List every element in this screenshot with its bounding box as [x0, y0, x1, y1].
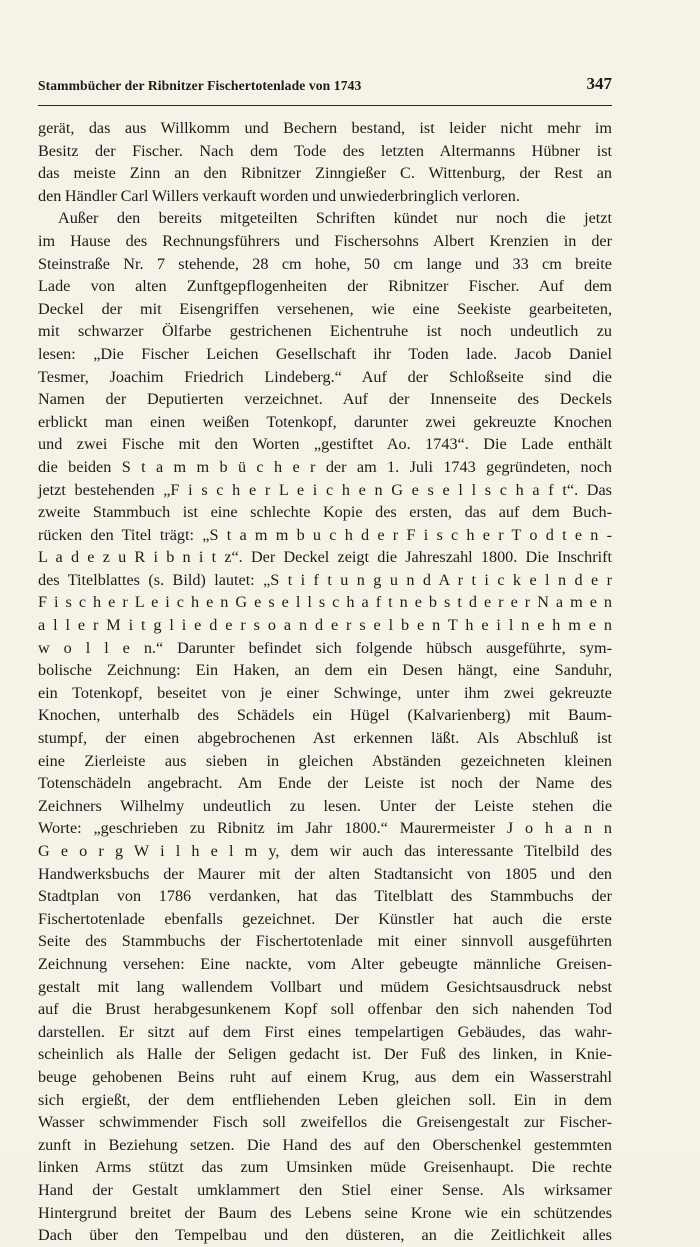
text-line: Fischertotenlade ebenfalls gezeichnet. Der Künstler hat auch die erste	[38, 909, 612, 928]
text-line: Hintergrund breitet der Baum des Lebens seine Krone wie ein schützendes	[38, 1203, 612, 1222]
text-line: F i s c h e r L e i c h e n G e s e l l s c h a f t n e b s t d e r e r N a m e n	[38, 593, 612, 612]
text-line: Handwerksbuchs der Maurer mit der alten Stadtansicht von 1805 und den	[38, 864, 612, 883]
text-line: gerät, das aus Willkomm und Bechern bestand, ist leider nicht mehr im	[38, 119, 612, 137]
text-line: Seite des Stammbuchs der Fischertotenlade mit einer sinnvoll ausgeführten	[38, 932, 612, 951]
text-line: zweite Stammbuch ist eine schlechte Kopie des ersten, das auf dem Buch-	[38, 503, 612, 522]
text-line: lesen: „Die Fischer Leichen Gesellschaft ihr Toden lade. Jacob Daniel	[38, 344, 612, 363]
text-line: die beiden S t a m m b ü c h e r der am 1. Juli 1743 gegründeten, noch	[38, 457, 612, 476]
text-line: Lade von alten Zunftgepflogenheiten der Ribnitzer Fischer. Auf dem	[38, 277, 612, 296]
text-line: G e o r g W i l h e l m y, dem wir auch das interessante Titelbild des	[38, 842, 612, 860]
text-line: mit schwarzer Ölfarbe gestrichenen Eichentruhe ist noch undeutlich zu	[38, 322, 612, 341]
text-line: erblickt man einen weißen Totenkopf, darunter zwei gekreuzte Knochen	[38, 412, 612, 431]
text-line: das meiste Zinn an den Ribnitzer Zinngießer C. Wittenburg, der Rest an	[38, 164, 612, 183]
text-line: gestalt mit lang wallendem Vollbart und müdem Gesichtsausdruck nebst	[38, 977, 612, 996]
text-line: Knochen, unterhalb des Schädels ein Hügel (Kalvarienberg) mit Baum-	[38, 706, 612, 725]
text-line: Zeichnung versehen: Eine nackte, vom Alter gebeugte männliche Greisen-	[38, 954, 612, 973]
running-title: Stammbücher der Ribnitzer Fischertotenlade von 1743	[38, 78, 362, 93]
text-line: des Titelblattes (s. Bild) lautet: „S t i f t u n g u n d A r t i c k e l n d e r	[38, 570, 612, 589]
text-line: bolische Zeichnung: Ein Haken, an dem ein Desen hängt, eine Sanduhr,	[38, 661, 612, 680]
text-line: stumpf, der einen abgebrochenen Ast erkennen läßt. Als Abschluß ist	[38, 729, 612, 748]
text-line: sich ergießt, der dem entfliehenden Leben gleichen soll. Ein in dem	[38, 1090, 612, 1109]
text-line: beuge gehobenen Beins ruht auf einem Krug, aus dem ein Wasserstrahl	[38, 1067, 612, 1086]
text-line: den Händler Carl Willers verkauft worden und unwiederbringlich verloren.	[38, 186, 520, 205]
text-line: auf die Brust herabgesunkenem Kopf soll offenbar den sich nahenden Tod	[38, 1000, 612, 1019]
text-line: Hand der Gestalt umklammert den Stiel einer Sense. Als wirksamer	[38, 1180, 612, 1199]
text-line: rücken den Titel trägt: „S t a m m b u c h d e r F i s c h e r T o d t e n -	[38, 525, 612, 544]
text-line: zunft in Beziehung setzen. Die Hand des auf den Oberschenkel gestemmten	[38, 1135, 612, 1154]
text-line: Steinstraße Nr. 7 stehende, 28 cm hohe, 50 cm lange und 33 cm breite	[38, 254, 612, 273]
header-rule	[38, 105, 612, 106]
text-line: Zeichners Wilhelmy undeutlich zu lesen. Unter der Leiste stehen die	[38, 796, 612, 815]
text-line: Totenschädeln angebracht. Am Ende der Leiste ist noch der Name des	[38, 774, 612, 793]
text-line: Außer den bereits mitgeteilten Schriften kündet nur noch die jetzt	[58, 209, 612, 228]
text-line: scheinlich als Halle der Seligen gedacht ist. Der Fuß des linken, in Knie-	[38, 1045, 612, 1064]
text-line: darstellen. Er sitzt auf dem First eines tempelartigen Gebäudes, das wahr-	[38, 1022, 612, 1041]
text-line: ein Totenkopf, beseitet von je einer Schwinge, unter ihm zwei gekreuzte	[38, 683, 612, 702]
page-header	[38, 74, 612, 100]
text-line: eine Zierleiste aus sieben in gleichen Abständen gezeichneten kleinen	[38, 751, 612, 770]
text-line: Dach über den Tempelbau und den düsteren, an die Zeitlichkeit alles	[38, 1226, 612, 1245]
text-line: w o l l e n.“ Darunter befindet sich folgende hübsch ausgeführte, sym-	[38, 638, 612, 657]
body-text	[38, 117, 612, 1247]
text-line: linken Arms stützt das zum Umsinken müde Greisenhaupt. Die rechte	[38, 1158, 612, 1177]
text-line: Deckel der mit Eisengriffen versehenen, wie eine Seekiste gearbeiteten,	[38, 299, 612, 318]
text-line: a l l e r M i t g l i e d e r s o a n d e r s e l b e n T h e i l n e h m e n	[38, 616, 612, 635]
text-line: Stadtplan von 1786 verdanken, hat das Titelblatt des Stammbuchs der	[38, 887, 612, 906]
page-number: 347	[586, 74, 612, 93]
text-line: und zwei Fische mit den Worten „gestiftet Ao. 1743“. Die Lade enthält	[38, 435, 612, 454]
text-line: im Hause des Rechnungsführers und Fischersohns Albert Krenzien in der	[38, 231, 612, 250]
text-line: Worte: „geschrieben zu Ribnitz im Jahr 1800.“ Maurermeister J o h a n n	[38, 819, 612, 838]
text-line: jetzt bestehenden „F i s c h e r L e i c h e n G e s e l l s c h a f t“. Das	[38, 480, 612, 499]
text-line: Wasser schwimmender Fisch soll zweifellos die Greisengestalt zur Fischer-	[38, 1113, 612, 1132]
text-line: Besitz der Fischer. Nach dem Tode des letzten Altermanns Hübner ist	[38, 141, 612, 160]
text-line: Tesmer, Joachim Friedrich Lindeberg.“ Auf der Schloßseite sind die	[38, 367, 612, 386]
text-line: L a d e z u R i b n i t z“. Der Deckel zeigt die Jahreszahl 1800. Die Inschrift	[38, 548, 612, 567]
text-line: Namen der Deputierten verzeichnet. Auf der Innenseite des Deckels	[38, 390, 612, 409]
